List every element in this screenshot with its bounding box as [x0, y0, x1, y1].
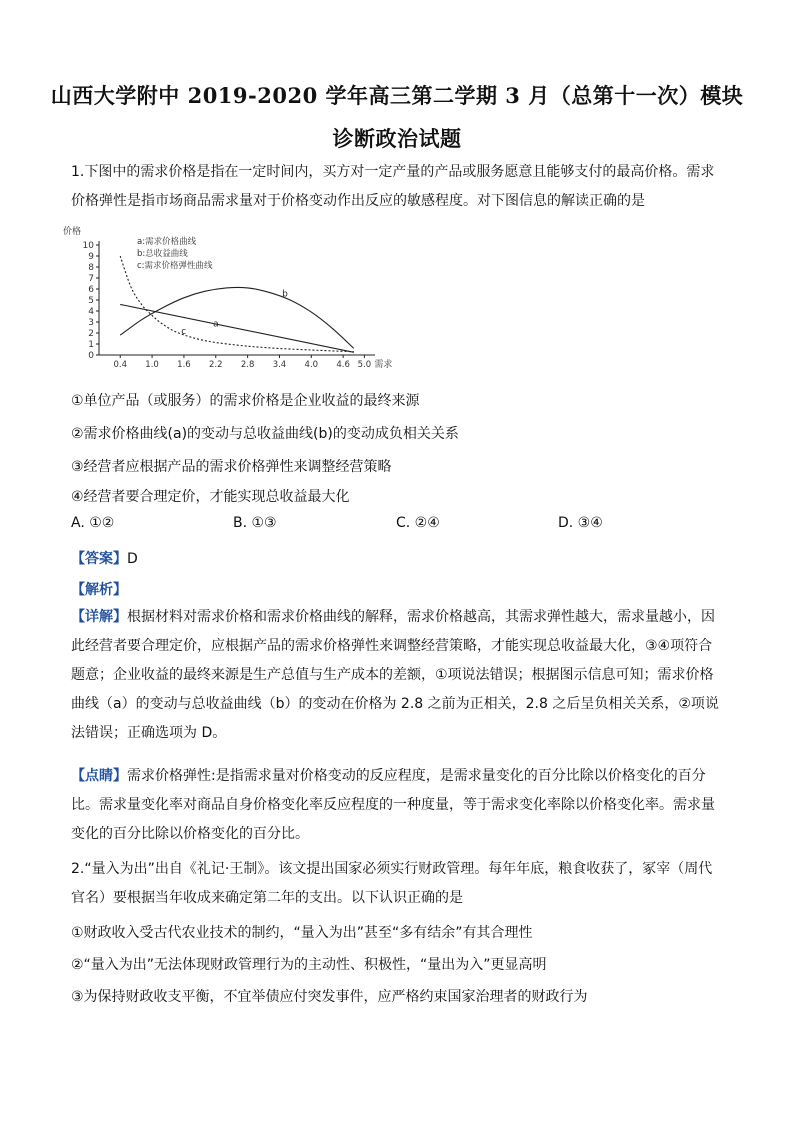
- q1-detail: [71, 603, 723, 748]
- x-tick-label: 1.6: [177, 360, 191, 370]
- x-tick-label: 2.8: [240, 360, 255, 370]
- x-axis-label: 需求: [374, 360, 393, 370]
- note-label: 【点睛】: [71, 768, 127, 784]
- q1-option-c[interactable]: C. ②④: [396, 515, 440, 531]
- q1-stem: 1.下图中的需求价格是指在一定时间内，买方对一定产量的产品或服务愿意且能够支付的最高价格。需求价格弹性是指市场商品需求量对于价格变动作出反应的敏感程度。对下图信息的解读正确的是: [71, 164, 715, 209]
- y-tick-label: 0: [88, 351, 94, 361]
- note-text: 需求价格弹性:是指需求量对价格变动的反应程度，是需求量变化的百分比除以价格变化的百分比。需求量变化率对商品自身价格变化率反应程度的一种度量，等于需求变化率除以价格变化率。需求量变化的百分比除以价格变化的百分比。: [71, 768, 715, 842]
- y-tick-label: 10: [82, 241, 94, 251]
- y-tick-label: 2: [88, 329, 94, 339]
- q1-analysis-label: [71, 579, 127, 599]
- q1-item-2: ②需求价格曲线(a)的变动与总收益曲线(b)的变动成负相关关系: [71, 426, 459, 442]
- x-tick-label: 3.4: [272, 360, 287, 370]
- x-tick-label: 5.0: [357, 360, 372, 370]
- legend-entry: b:总收益曲线: [137, 249, 188, 259]
- y-tick-label: 8: [88, 263, 94, 273]
- y-tick-label: 9: [88, 252, 94, 262]
- analysis-label: 【解析】: [71, 582, 127, 598]
- q1-option-d[interactable]: D. ③④: [558, 515, 603, 531]
- y-axis-label: 价格: [63, 227, 82, 237]
- series-b-label: b: [282, 289, 288, 300]
- q2-item-2: ②“量入为出”无法体现财政管理行为的主动性、积极性，“量出为入”更显高明: [71, 957, 547, 973]
- detail-text: 根据材料对需求价格和需求价格曲线的解释，需求价格越高，其需求弹性越大，需求量越小，因此经营者要合理定价，应根据产品的需求价格弹性来调整经营策略，才能实现总收益最大化，③④项符合题意；企业收益的最终来源是生产总值与生产成本的差额，①项说法错误；根据图示信息可知；需求价格曲线（a）的变动与总收益曲线（b）的变动在价格为 2.8 之前为正相关，2.8 之后呈负相关关系，②项说法错误；正确选项为 D。: [71, 609, 719, 741]
- q2-item-1: ①财政收入受古代农业技术的制约，“量入为出”甚至“多有结余”有其合理性: [71, 925, 533, 941]
- y-tick-label: 6: [88, 285, 94, 295]
- q1-option-b[interactable]: B. ①③: [233, 515, 277, 531]
- q2-stem: 2.“量入为出”出自《礼记·王制》。该文提出国家必须实行财政管理。每年年底，粮食收获了，冢宰（周代官名）要根据当年收成来确定第二年的支出。以下认识正确的是: [71, 861, 713, 906]
- legend-entry: a:需求价格曲线: [137, 237, 197, 247]
- q1-item-3: ③经营者应根据产品的需求价格弹性来调整经营策略: [71, 459, 392, 475]
- y-tick-label: 4: [88, 307, 94, 317]
- q2-item-3: ③为保持财政收支平衡，不宜举债应付突发事件，应严格约束国家治理者的财政行为: [71, 989, 588, 1005]
- detail-label: 【详解】: [71, 609, 127, 625]
- legend-entry: c:需求价格弹性曲线: [137, 261, 213, 271]
- y-tick-label: 3: [88, 318, 94, 328]
- q1-chart: [63, 227, 425, 370]
- doc-title-line1: 山西大学附中 2019-2020 学年高三第二学期 3 月（总第十一次）模块: [50, 83, 744, 108]
- q1-note: [71, 762, 723, 849]
- x-tick-label: 4.0: [304, 360, 319, 370]
- q1-answer: [71, 548, 138, 568]
- x-tick-label: 1.0: [145, 360, 159, 370]
- x-tick-label: 2.2: [209, 360, 223, 370]
- y-tick-label: 1: [88, 340, 94, 350]
- y-tick-label: 7: [88, 274, 94, 284]
- x-tick-label: 4.6: [336, 360, 350, 370]
- y-tick-label: 5: [88, 296, 94, 306]
- series-a-label: a: [213, 319, 219, 330]
- x-tick-label: 0.4: [113, 360, 127, 370]
- answer-value: D: [127, 551, 138, 567]
- q1-item-4: ④经营者要合理定价，才能实现总收益最大化: [71, 489, 350, 505]
- doc-title-line2: 诊断政治试题: [332, 126, 462, 151]
- series-c-label: c: [181, 327, 187, 338]
- q1-option-a[interactable]: A. ①②: [71, 515, 115, 531]
- answer-label: 【答案】: [71, 551, 127, 567]
- q1-item-1: ①单位产品（或服务）的需求价格是企业收益的最终来源: [71, 393, 420, 409]
